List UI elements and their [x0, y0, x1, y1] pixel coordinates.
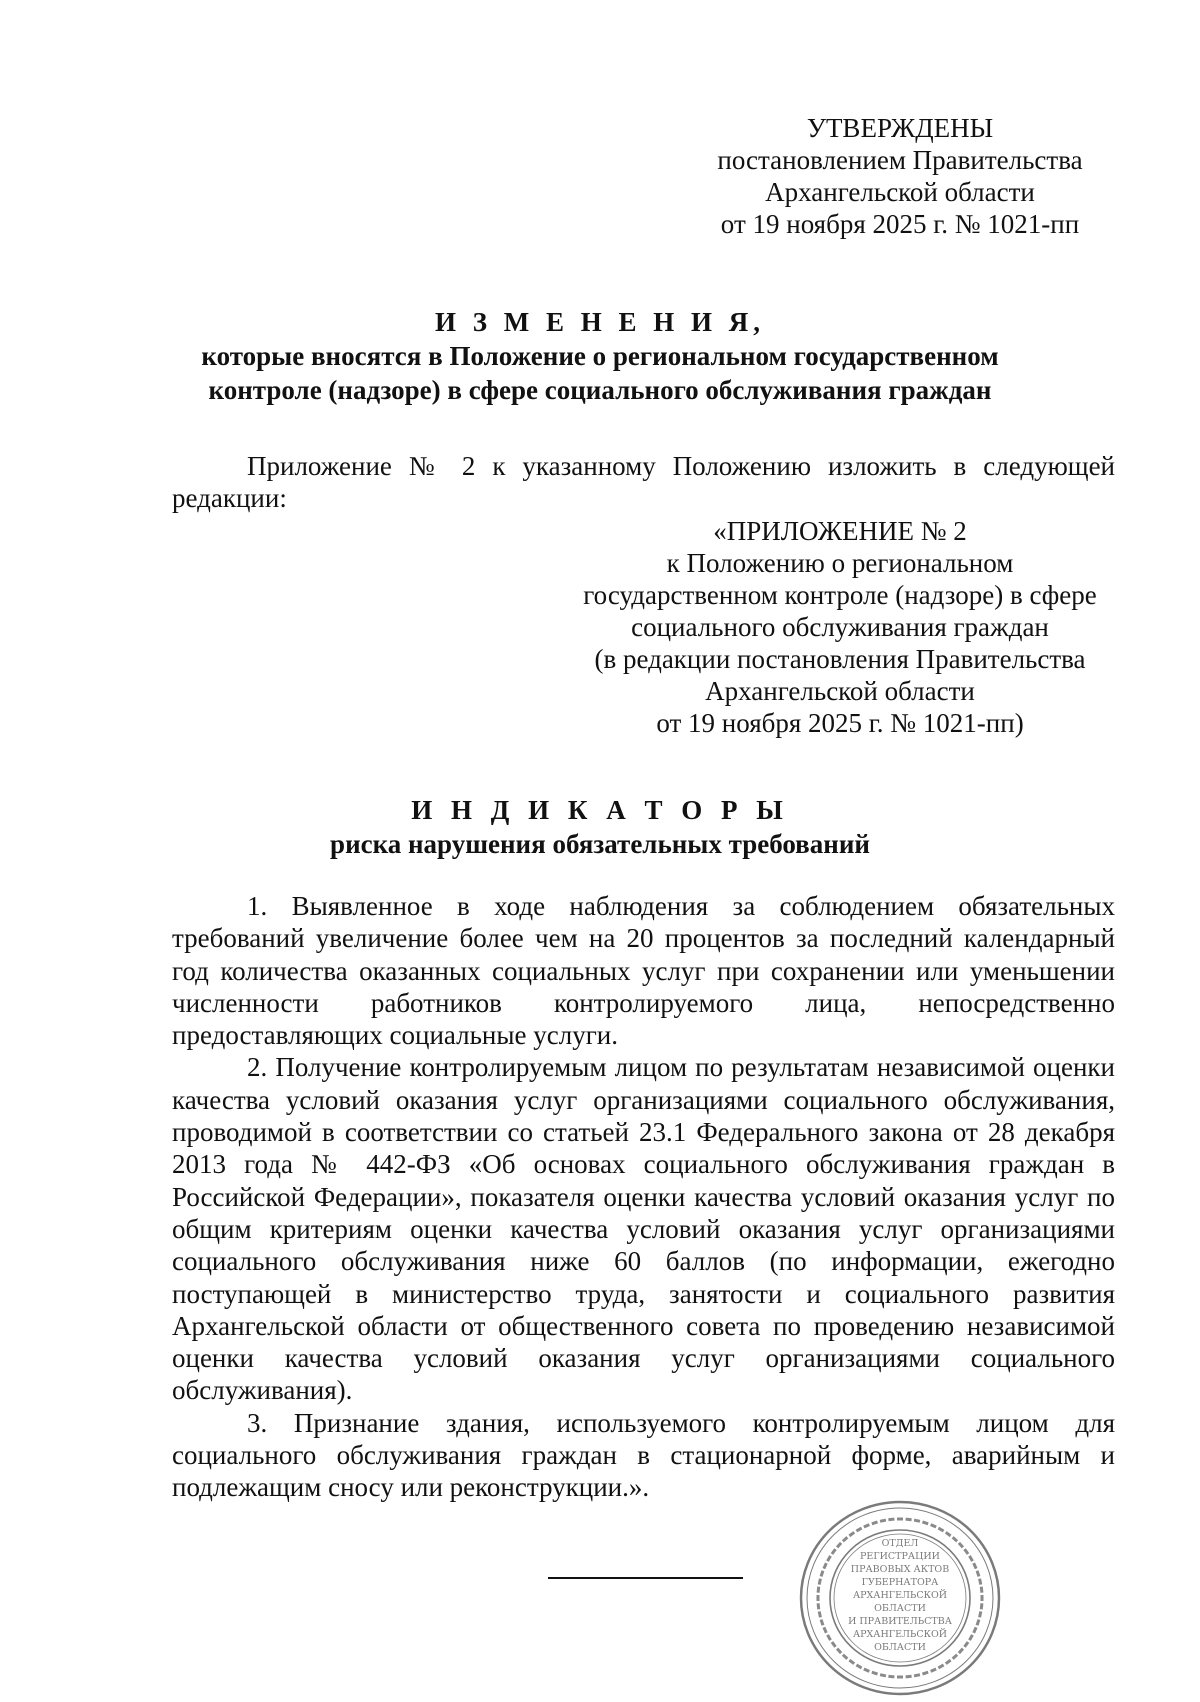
appendix-line: к Положению о региональном	[666, 548, 1014, 578]
seal-ring-glyph	[922, 1671, 929, 1676]
seal-stamp-icon	[798, 1498, 1003, 1697]
seal-inner-line: АРХАНГЕЛЬСКОЙ	[852, 1590, 948, 1601]
approval-line: постановлением Правительства	[717, 145, 1083, 175]
appendix-line: государственном контроле (надзоре) в сфере	[583, 580, 1097, 610]
seal-ring-glyph	[817, 1603, 821, 1609]
seal-ring-glyph	[888, 1675, 894, 1679]
closing-rule	[548, 1577, 743, 1579]
changes-heading-block	[0, 305, 1200, 407]
intro-paragraph	[172, 450, 1115, 514]
seal-ring-glyph	[980, 1603, 984, 1609]
seal-ring-glyph	[831, 1548, 837, 1555]
appendix-line: от 19 ноября 2025 г. № 1021-пп)	[656, 708, 1024, 738]
seal-ring-glyph	[930, 1668, 937, 1673]
seal-ring-glyph	[952, 1654, 958, 1660]
seal-ring-glyph	[820, 1619, 825, 1626]
seal-ring-glyph	[836, 1542, 842, 1548]
seal-ring-glyph	[914, 1519, 920, 1523]
seal-ring-glyph	[856, 1664, 863, 1670]
seal-ring-glyph	[836, 1648, 842, 1654]
appendix-header	[560, 515, 1120, 739]
seal-ring-glyph	[871, 1521, 878, 1526]
seal-ring-glyph	[938, 1664, 945, 1670]
seal-ring-glyph	[897, 1676, 903, 1679]
seal-ring-glyph	[856, 1527, 863, 1533]
seal-ring-glyph	[823, 1563, 828, 1570]
seal-ring-glyph	[826, 1555, 832, 1562]
seal-ring-glyph	[826, 1634, 832, 1641]
official-seal	[798, 1498, 1003, 1697]
seal-ring-glyph	[938, 1527, 945, 1533]
intro-line: Приложение № 2 к указанному Положению изложить в следующей	[247, 451, 1115, 481]
seal-inner-line: ОБЛАСТИ	[874, 1603, 926, 1614]
seal-inner-line: ПРАВОВЫХ АКТОВ	[850, 1564, 950, 1575]
seal-ring-glyph	[972, 1627, 977, 1634]
seal-ring-glyph	[968, 1634, 974, 1641]
seal-ring-glyph	[963, 1641, 969, 1648]
seal-ring-glyph	[831, 1641, 837, 1648]
approval-heading: УТВЕРЖДЕНЫ	[806, 113, 994, 143]
seal-ring-glyph	[842, 1654, 848, 1660]
seal-ring-glyph	[863, 1523, 870, 1528]
seal-inner-line: И ПРАВИТЕЛЬСТВА	[848, 1616, 952, 1627]
indicators-title: И Н Д И К А Т О Р Ы	[411, 795, 789, 825]
seal-ring-glyph	[958, 1542, 964, 1548]
seal-ring-glyph	[978, 1611, 982, 1617]
seal-ring-glyph	[842, 1536, 848, 1542]
appendix-line: социального обслуживания граждан	[631, 612, 1049, 642]
seal-ring-glyph	[820, 1570, 825, 1577]
seal-ring-glyph	[972, 1563, 977, 1570]
seal-ring-glyph	[880, 1673, 886, 1677]
seal-ring-glyph	[897, 1518, 903, 1521]
seal-ring-glyph	[963, 1548, 969, 1555]
seal-ring-glyph	[848, 1531, 855, 1537]
seal-ring-glyph	[914, 1673, 920, 1677]
seal-inner-line: АРХАНГЕЛЬСКОЙ	[852, 1629, 948, 1640]
seal-ring-glyph	[888, 1518, 894, 1522]
indicators-subtitle: риска нарушения обязательных требований	[330, 829, 870, 859]
seal-ring-glyph	[976, 1570, 981, 1577]
seal-inner-line: ОТДЕЛ	[881, 1538, 919, 1549]
seal-ring-glyph	[958, 1648, 964, 1654]
seal-inner-line: РЕГИСТРАЦИИ	[860, 1551, 940, 1562]
seal-ring-glyph	[905, 1518, 911, 1522]
seal-ring-glyph	[945, 1659, 952, 1665]
seal-ring-glyph	[905, 1675, 911, 1679]
seal-ring-glyph	[945, 1531, 952, 1537]
indicator-item: 2. Получение контролируемым лицом по результатам независимой оценки качества условий оказания услуг организациями социального обслуживания, проводимой в соответствии со статьей 23.1 Федерального закона от 28 декабря 2013 года № 442-ФЗ «Об основах социального обслуживания граждан в Российской Федерации», показателя оценки качества условий оказания услуг по общим критериям оценки качества условий оказания услуг организациями социального обслуживания ниже 60 баллов (по информации, ежегодно поступающей в министерство труда, занятости и социального развития Архангельской области от общественного совета по проведению независимой оценки качества условий оказания услуг организациями социального обслуживания).	[172, 1052, 1115, 1406]
seal-ring-glyph	[922, 1521, 929, 1526]
changes-subtitle: которые вносятся в Положение о региональном государственном	[201, 341, 999, 371]
indicators-heading-block	[0, 793, 1200, 861]
seal-inner-line: ГУБЕРНАТОРА	[861, 1577, 939, 1588]
changes-title: И З М Е Н Е Н И Я,	[434, 307, 765, 337]
seal-ring-glyph	[976, 1619, 981, 1626]
approval-line: Архангельской области	[765, 177, 1035, 207]
seal-ring-glyph	[818, 1578, 822, 1584]
seal-ring-glyph	[880, 1519, 886, 1523]
indicator-item: 1. Выявленное в ходе наблюдения за соблюдением обязательных требований увеличение более чем на 20 процентов за последний календарный год количества оказанных социальных услуг при сохранении или уменьшении численности работников контролируемого лица, непосредственно предоставляющих социальные услуги.	[172, 891, 1115, 1051]
seal-ring-glyph	[930, 1523, 937, 1528]
approval-date: от 19 ноября 2025 г. № 1021-пп	[720, 209, 1080, 239]
seal-inner-line: ОБЛАСТИ	[874, 1642, 926, 1653]
seal-ring-glyph	[871, 1671, 878, 1676]
seal-ring-glyph	[952, 1536, 958, 1542]
appendix-title: «ПРИЛОЖЕНИЕ № 2	[713, 516, 967, 546]
seal-ring-glyph	[980, 1587, 984, 1593]
appendix-line: (в редакции постановления Правительства	[594, 644, 1086, 674]
seal-ring-glyph	[848, 1659, 855, 1665]
seal-ring-glyph	[817, 1595, 820, 1601]
seal-ring-glyph	[823, 1627, 828, 1634]
indicator-item: 3. Признание здания, используемого контролируемым лицом для социального обслуживания граждан в стационарной форме, аварийным и подлежащим сносу или реконструкции.».	[172, 1407, 1115, 1503]
seal-ring-glyph	[978, 1578, 982, 1584]
appendix-line: Архангельской области	[705, 676, 975, 706]
seal-ring-glyph	[968, 1555, 974, 1562]
changes-subtitle: контроле (надзоре) в сфере социального обслуживания граждан	[208, 375, 992, 405]
approval-block	[680, 112, 1120, 240]
indicator-list	[172, 890, 1115, 1504]
seal-ring-glyph	[817, 1587, 821, 1593]
seal-ring-glyph	[818, 1611, 822, 1617]
seal-ring-glyph	[981, 1595, 984, 1601]
intro-line: редакции:	[172, 483, 287, 513]
seal-ring-glyph	[863, 1668, 870, 1673]
